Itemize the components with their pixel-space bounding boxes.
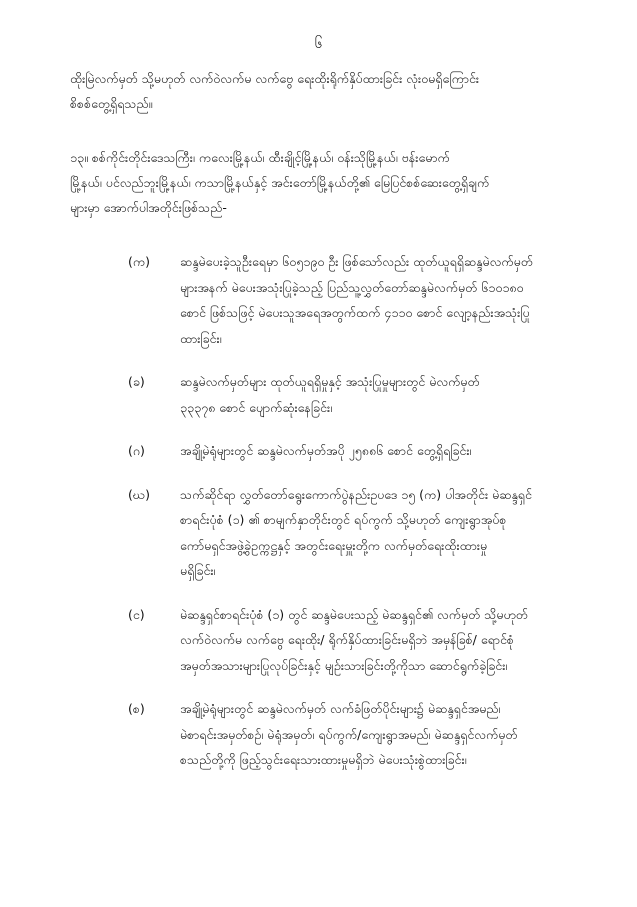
item-text <box>180 602 595 679</box>
text-line: စာရင်းပုံစံ (၁) ၏ စာမျက်နှာတိုင်းတွင် ရပ်ကွက် သို့မဟုတ် ကျေးရွာအုပ်စု <box>180 512 507 527</box>
text-line: ၁၃။ စစ်ကိုင်းတိုင်းဒေသကြီး၊ ကလေးမြို့နယ်၊ ထီးချိုင့်မြို့နယ်၊ ဝန်းသိုမြို့နယ်၊ ဗန်းမောက် <box>70 150 450 165</box>
item-text <box>180 369 595 420</box>
item-text <box>180 249 595 351</box>
item-label: (စ) <box>128 701 145 716</box>
text-line: ထားခြင်း၊ <box>180 330 222 346</box>
text-line: အချို့မဲရုံများတွင် ဆန္ဒမဲလက်မှတ်အပို ၂၅၈၈၆ စောင် တွေ့ရှိရခြင်း၊ <box>180 443 472 458</box>
paragraph-13 <box>70 145 590 220</box>
text-line: လက်ဝဲလက်မ လက်ဗွေ ရေးထိုး/ ရိုက်နှိပ်ထားခြင်းမရှိဘဲ အမှန်ခြစ်/ ရောင်စုံ <box>180 632 514 647</box>
item-label: (ခ) <box>128 374 145 389</box>
text-line: အမှတ်အသားများပြုလုပ်ခြင်းနှင့် မျဉ်းသားခြင်းတို့ကိုသာ ဆောင်ရွက်ခဲ့ခြင်း၊ <box>180 657 508 673</box>
text-line: များအနက် မဲပေးအသုံးပြုခဲ့သည့် ပြည်သူ့လွှတ်တော်ဆန္ဒမဲလက်မှတ် ၆၁၀၁၈၀ <box>180 279 524 295</box>
item-label: (က) <box>128 254 150 269</box>
text-line: မြို့နယ်၊ ပင်လည်ဘူးမြို့နယ်၊ ကသာမြို့နယ်နှင့် အင်းတော်မြို့နယ်တို့၏ မြေပြင်စစ်ဆေးတွေ့ရှိချက် <box>70 175 490 190</box>
item-label: (ဂ) <box>128 443 145 458</box>
item-text <box>180 482 595 584</box>
text-line: စောင် ဖြစ်သဖြင့် မဲပေးသူအရေအတွက်ထက် ၄၁၁၀ စောင် လျော့နည်းအသုံးပြု <box>180 305 530 320</box>
text-line: ကော်မရှင်အဖွဲ့ခွဲဥက္ကဋ္ဌနှင့် အတွင်းရေးမှူးတို့က လက်မှတ်ရေးထိုးထားမှု <box>180 537 488 553</box>
list-item <box>70 602 595 679</box>
text-line: ထိုးမြဲလက်မှတ် သို့မဟုတ် လက်ဝဲလက်မ လက်ဗွေ ရေးထိုးရိုက်နှိပ်ထားခြင်း လုံးဝမရှိကြောင်း <box>70 71 480 86</box>
text-line: သက်ဆိုင်ရာ လွှတ်တော်ရွေးကောက်ပွဲနည်းဥပဒေ ၁၅ (က) ပါအတိုင်း မဲဆန္ဒရှင် <box>180 486 532 502</box>
text-line: စသည်တို့ကို ဖြည့်သွင်းရေးသားထားမှုမရှိဘဲ မဲပေးသုံးစွဲထားခြင်း၊ <box>180 752 467 767</box>
list-item <box>70 249 595 351</box>
text-line: ၃၃၃၇၈ စောင် ပျောက်ဆုံးနေခြင်း၊ <box>180 399 333 415</box>
page-number: ၆ <box>314 36 323 52</box>
text-line: များမှာ အောက်ပါအတိုင်းဖြစ်သည်- <box>70 200 227 215</box>
list-item <box>70 369 595 420</box>
item-text <box>180 438 595 464</box>
text-line: ဆန္ဒမဲလက်မှတ်များ ထုတ်ယူရရှိမှုနှင့် အသုံးပြုမှုများတွင် မဲလက်မှတ် <box>180 374 480 389</box>
text-line: မဲစာရင်းအမှတ်စဉ်၊ မဲရုံအမှတ်၊ ရပ်ကွက်/ကျေးရွာအမည်၊ မဲဆန္ဒရှင်လက်မှတ် <box>180 726 518 742</box>
finding-list <box>70 249 595 791</box>
item-text <box>180 696 595 773</box>
paragraph-top <box>70 66 590 116</box>
list-item <box>70 696 595 773</box>
list-item <box>70 482 595 584</box>
text-line: မဲဆန္ဒရှင်စာရင်းပုံစံ (၁) တွင် ဆန္ဒမဲပေးသည့် မဲဆန္ဒရှင်၏ လက်မှတ် သို့မဟုတ် <box>180 606 528 622</box>
text-line: ဆန္ဒမဲပေးခဲ့သူဦးရေမှာ ၆၀၅၁၉၀ ဦး ဖြစ်သော်လည်း ထုတ်ယူရရှိဆန္ဒမဲလက်မှတ် <box>180 254 533 269</box>
list-item <box>70 438 595 464</box>
item-label: (င) <box>128 606 145 622</box>
item-label: (ဃ) <box>128 486 150 502</box>
text-line: အချို့မဲရုံများတွင် ဆန္ဒမဲလက်မှတ် လက်ခံဖြတ်ပိုင်းများ၌ မဲဆန္ဒရှင်အမည်၊ <box>180 701 501 716</box>
text-line: မရှိခြင်း၊ <box>180 563 216 578</box>
text-line: စိစစ်တွေ့ရှိရသည်။ <box>70 96 153 111</box>
